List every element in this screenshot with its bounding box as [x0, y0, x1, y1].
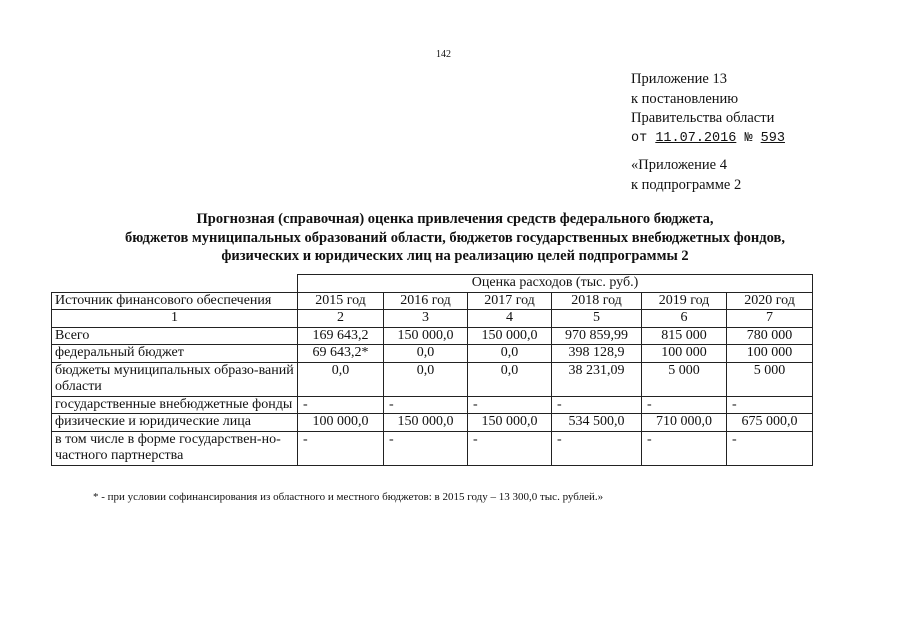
table-cell: 534 500,0	[552, 414, 642, 432]
table-cell: 0,0	[384, 345, 468, 363]
table-cell: -	[642, 396, 727, 414]
source-header: Источник финансового обеспечения	[52, 292, 298, 310]
table-cell: -	[552, 396, 642, 414]
table-cell: 169 643,2	[298, 327, 384, 345]
row-label: федеральный бюджет	[52, 345, 298, 363]
title-line: бюджетов муниципальных образований области, бюджетов государственных внебюджетных фондов,	[125, 229, 785, 246]
date-prefix: от	[631, 130, 648, 146]
table-cell: -	[384, 396, 468, 414]
year-header: 2018 год	[552, 292, 642, 310]
title-line: Прогнозная (справочная) оценка привлечения средств федерального бюджета,	[196, 211, 714, 227]
table-cell: 0,0	[468, 345, 552, 363]
column-number: 3	[384, 310, 468, 328]
table-cell: 675 000,0	[727, 414, 813, 432]
table-cell: 398 128,9	[552, 345, 642, 363]
row-label: в том числе в форме государствен-но-частного партнерства	[52, 431, 298, 465]
appendix-line: к постановлению	[631, 90, 739, 107]
table-cell: 0,0	[384, 362, 468, 396]
page-number: 142	[436, 49, 451, 60]
column-number: 6	[642, 310, 727, 328]
table-cell: 710 000,0	[642, 414, 727, 432]
table-header-row	[52, 292, 813, 310]
table-cell: 150 000,0	[468, 414, 552, 432]
title-line: физических и юридических лиц на реализацию целей подпрограммы 2	[221, 248, 689, 264]
decree-number: 593	[760, 130, 785, 146]
table-cell: 5 000	[727, 362, 813, 396]
table-cell: 38 231,09	[552, 362, 642, 396]
table-cell: 100 000,0	[298, 414, 384, 432]
table-cell: -	[552, 431, 642, 465]
table-cell: 5 000	[642, 362, 727, 396]
table-cell: -	[727, 431, 813, 465]
table-cell: 100 000	[642, 345, 727, 363]
table-cell: 150 000,0	[384, 327, 468, 345]
table-cell: -	[298, 431, 384, 465]
year-header: 2019 год	[642, 292, 727, 310]
table-cell: 970 859,99	[552, 327, 642, 345]
column-number: 5	[552, 310, 642, 328]
year-header: 2016 год	[384, 292, 468, 310]
table-cell: -	[384, 431, 468, 465]
funding-table	[51, 274, 813, 466]
table-row	[52, 362, 813, 396]
empty-corner-cell	[52, 275, 298, 293]
table-cell: -	[468, 431, 552, 465]
footnote: * - при условии софинансирования из областного и местного бюджетов: в 2015 году – 13 300,0 тыс. рублей.»	[93, 491, 604, 503]
column-number-row	[52, 310, 813, 328]
year-header: 2015 год	[298, 292, 384, 310]
row-label: физические и юридические лица	[52, 414, 298, 432]
table-header-row	[52, 275, 813, 293]
column-number: 7	[727, 310, 813, 328]
table-cell: -	[727, 396, 813, 414]
table-cell: -	[642, 431, 727, 465]
table-cell: -	[468, 396, 552, 414]
decree-date: 11.07.2016	[655, 130, 737, 146]
appendix-line: Приложение 13	[631, 71, 727, 87]
table-cell: -	[298, 396, 384, 414]
number-prefix: №	[744, 130, 753, 146]
table-cell: 100 000	[727, 345, 813, 363]
table-row	[52, 327, 813, 345]
appendix-line: Правительства области	[631, 110, 775, 126]
column-number: 1	[52, 310, 298, 328]
row-label: государственные внебюджетные фонды	[52, 396, 298, 414]
table-row	[52, 431, 813, 465]
appendix2-line: «Приложение 4	[631, 157, 727, 173]
table-cell: 780 000	[727, 327, 813, 345]
table-cell: 0,0	[298, 362, 384, 396]
table-row	[52, 345, 813, 363]
row-label: бюджеты муниципальных образо-ваний области	[52, 362, 298, 396]
appendix2-block	[631, 156, 741, 195]
document-title	[60, 210, 850, 266]
group-header: Оценка расходов (тыс. руб.)	[298, 275, 813, 293]
appendix2-line: к подпрограмме 2	[631, 176, 742, 193]
table-cell: 0,0	[468, 362, 552, 396]
appendix-block	[631, 70, 785, 148]
year-header: 2017 год	[468, 292, 552, 310]
year-header: 2020 год	[727, 292, 813, 310]
appendix-date-line	[631, 129, 785, 149]
table-row	[52, 414, 813, 432]
table-row	[52, 396, 813, 414]
row-label: Всего	[52, 327, 298, 345]
table-cell: 815 000	[642, 327, 727, 345]
table-cell: 69 643,2*	[298, 345, 384, 363]
table-cell: 150 000,0	[468, 327, 552, 345]
column-number: 4	[468, 310, 552, 328]
column-number: 2	[298, 310, 384, 328]
table-cell: 150 000,0	[384, 414, 468, 432]
